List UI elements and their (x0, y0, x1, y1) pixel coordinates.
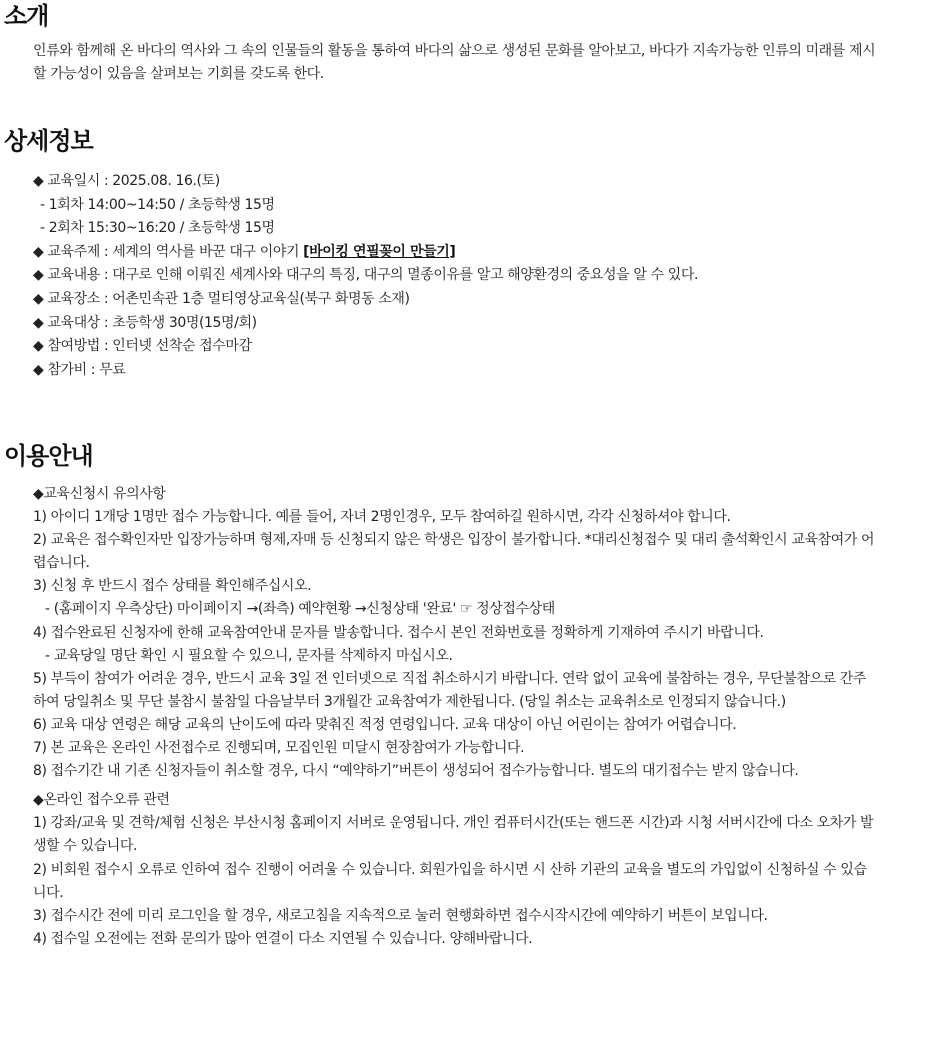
guide-item: 2) 교육은 접수확인자만 입장가능하며 형제,자매 등 신청되지 않은 학생은 입장이 불가합니다. *대리신청접수 및 대리 출석확인시 교육참여가 어렵습니다. (33, 532, 875, 572)
intro-title: 소개 (4, 2, 49, 30)
guide-item: 2) 비회원 접수시 오류로 인하여 접수 진행이 어려울 수 있습니다. 회원가입을 하시면 시 산하 기관의 교육을 별도의 가입없이 신청하실 수 있습니다. (33, 861, 867, 901)
topic-link[interactable]: [바이킹 연필꽂이 만들기] (303, 243, 456, 260)
diamond-icon: ◆ (33, 267, 44, 284)
guide-item: 5) 부득이 참여가 어려운 경우, 반드시 교육 3일 전 인터넷으로 직접 취소하시기 바랍니다. 연락 없이 교육에 불참하는 경우, 무단불참으로 간주하여 당일취소 및 무단 불참시 불참일 다음날부터 3개월간 교육참여가 제한됩니다. (당일 취소는 교육취소로 인정되지 않습니다.) (33, 670, 866, 710)
details-title: 상세정보 (4, 127, 93, 155)
detail-fee: ◆ 참가비 : 무료 (33, 361, 126, 378)
guide-item: 3) 접수시간 전에 미리 로그인을 할 경우, 새로고침을 지속적으로 눌러 현행화하면 접수시작시간에 예약하기 버튼이 보입니다. (33, 907, 768, 924)
guide-sub-item: - (홈페이지 우측상단) 마이페이지 →(좌측) 예약현황 →신청상태 '완료' ☞ 정상접수상태 (45, 601, 555, 618)
guide-body (33, 483, 878, 951)
diamond-icon: ◆ (33, 361, 44, 378)
diamond-icon: ◆ (33, 173, 44, 189)
guide-item: 7) 본 교육은 온라인 사전접수로 진행되며, 모집인원 미달시 현장참여가 가능합니다. (33, 740, 525, 757)
guide-item: 3) 신청 후 반드시 접수 상태를 확인해주십시오. (33, 578, 312, 595)
guide-item: 4) 접수일 오전에는 전화 문의가 많아 연결이 다소 지연될 수 있습니다. 양해바랍니다. (33, 930, 533, 947)
guide-item: 1) 강좌/교육 및 견학/체험 신청은 부산시청 홈페이지 서버로 운영됩니다. 개인 컴퓨터시간(또는 핸드폰 시간)과 시청 서버시간에 다소 오차가 발생할 수 있습니다. (33, 815, 874, 855)
guide-sub-item: - 교육당일 명단 확인 시 필요할 수 있으니, 문자를 삭제하지 마십시오. (45, 647, 453, 664)
guide-item: 8) 접수기간 내 기존 신청자들이 취소할 경우, 다시 “예약하기”버튼이 생성되어 접수가능합니다. 별도의 대기접수는 받지 않습니다. (33, 763, 799, 780)
detail-session-1: - 1회차 14:00~14:50 / 초등학생 15명 (40, 196, 275, 213)
diamond-icon: ◆ (33, 338, 44, 355)
detail-method: ◆ 참여방법 : 인터넷 선착순 접수마감 (33, 338, 252, 355)
detail-target: ◆ 교육대상 : 초등학생 30명(15명/회) (33, 314, 257, 331)
details-list (33, 170, 698, 382)
diamond-icon: ◆ (33, 290, 44, 307)
detail-place: ◆ 교육장소 : 어촌민속관 1층 멀티영상교육실(북구 화명동 소재) (33, 290, 410, 307)
diamond-icon: ◆ (33, 243, 44, 260)
guide-item: 1) 아이디 1개당 1명만 접수 가능합니다. 예를 들어, 자녀 2명인경우, 모두 참여하길 원하시면, 각각 신청하셔야 합니다. (33, 509, 731, 526)
detail-session-2: - 2회차 15:30~16:20 / 초등학생 15명 (40, 220, 275, 237)
guide-item: 6) 교육 대상 연령은 해당 교육의 난이도에 따라 맞춰진 적정 연령입니다. 교육 대상이 아닌 어린이는 참여가 어렵습니다. (33, 716, 737, 733)
detail-topic: ◆ 교육주제 : 세계의 역사를 바꾼 대구 이야기 [바이킹 연필꽂이 만들기] (33, 243, 456, 260)
detail-content: ◆ 교육내용 : 대구로 인해 이뤄진 세계사와 대구의 특징, 대구의 멸종이유를 알고 해양환경의 중요성을 알 수 있다. (33, 267, 698, 284)
guide-title: 이용안내 (4, 442, 93, 470)
intro-text: 인류와 함께해 온 바다의 역사와 그 속의 인물들의 활동을 통하여 바다의 삶으로 생성된 문화를 알아보고, 바다가 지속가능한 인류의 미래를 제시할 가능성이 있음을 살펴보는 기회를 갖도록 한다. (33, 43, 876, 82)
diamond-icon: ◆ (33, 314, 44, 331)
detail-date: ◆ 교육일시 : 2025.08. 16.(토) (33, 173, 220, 189)
guide-item: 4) 접수완료된 신청자에 한해 교육참여안내 문자를 발송합니다. 접수시 본인 전화번호를 정확하게 기재하여 주시기 바랍니다. (33, 624, 764, 641)
guide-group-2-title: ◆온라인 접수오류 관련 (33, 792, 170, 809)
guide-group-1-title: ◆교육신청시 유의사항 (33, 486, 166, 502)
